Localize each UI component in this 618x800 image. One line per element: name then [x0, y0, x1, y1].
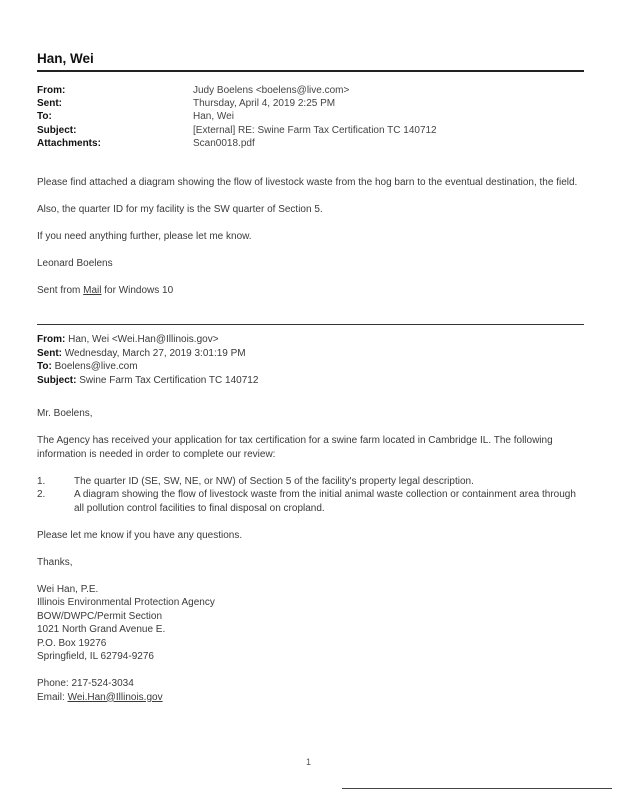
- quoted-sent-value: Wednesday, March 27, 2019 3:01:19 PM: [62, 347, 246, 359]
- reply-paragraph: Also, the quarter ID for my facility is the SW quarter of Section 5.: [37, 204, 323, 215]
- reply-paragraph: Please find attached a diagram showing the flow of livestock waste from the hog barn to the eventual destination, the field.: [37, 177, 578, 188]
- attachments-label: Attachments:: [37, 137, 101, 149]
- request-paragraph: The Agency has received your application for tax certification for a swine farm located in Cambridge IL. The following information is needed in order to complete our review:: [37, 435, 553, 460]
- questions-paragraph: Please let me know if you have any questions.: [37, 529, 243, 541]
- list-item: [37, 475, 582, 489]
- signature-dept: BOW/DWPC/Permit Section: [37, 610, 163, 622]
- thanks-line: Thanks,: [37, 556, 73, 568]
- quoted-subject-label: Subject:: [37, 374, 77, 386]
- email-label: Email:: [37, 691, 65, 703]
- quoted-header: [37, 333, 582, 387]
- signature-org: Illinois Environmental Protection Agency: [37, 597, 215, 608]
- email-line: [37, 691, 582, 705]
- header-divider: [37, 70, 584, 72]
- reply-body: [37, 176, 582, 311]
- list-item-text: The quarter ID (SE, SW, NE, or NW) of Section 5 of the facility's property legal description.: [74, 475, 474, 487]
- subject-label: Subject:: [37, 124, 77, 136]
- signature-block: [37, 583, 582, 664]
- from-row: [37, 84, 597, 97]
- list-item: [37, 488, 582, 515]
- quoted-from-row: [37, 333, 582, 347]
- phone-line: [37, 677, 582, 691]
- mail-app-link[interactable]: Mail: [83, 285, 102, 296]
- signature-city: Springfield, IL 62794-9276: [37, 651, 154, 662]
- request-list: [37, 475, 582, 516]
- sent-row: [37, 97, 597, 110]
- signature-name: Wei Han, P.E.: [37, 583, 99, 595]
- reply-paragraph: If you need anything further, please let me know.: [37, 231, 252, 242]
- sent-from-line: [37, 284, 582, 298]
- quoted-sent-row: [37, 347, 582, 361]
- quoted-subject-value: Swine Farm Tax Certification TC 140712: [76, 374, 259, 386]
- quoted-subject-row: [37, 374, 582, 388]
- sent-label: Sent:: [37, 98, 62, 110]
- to-row: [37, 110, 597, 123]
- footer-divider: [342, 788, 612, 789]
- quoted-from-label: From:: [37, 334, 66, 345]
- phone-value: 217-524-3034: [68, 678, 134, 689]
- phone-label: Phone:: [37, 678, 69, 689]
- signature-street: 1021 North Grand Avenue E.: [37, 624, 166, 635]
- list-item-number: 1.: [37, 475, 46, 487]
- email-link[interactable]: Wei.Han@Illinois.gov: [67, 691, 163, 703]
- to-label: To:: [37, 111, 52, 123]
- list-item-number: 2.: [37, 489, 46, 500]
- quoted-body: [37, 407, 582, 704]
- reply-signoff: Leonard Boelens: [37, 258, 113, 269]
- greeting: Mr. Boelens,: [37, 408, 93, 419]
- attachments-row: [37, 137, 597, 150]
- list-item-text: A diagram showing the flow of livestock waste from the initial animal waste collection or containment area through all pollution control facilities to final disposal on cropland.: [74, 489, 576, 514]
- to-value: Han, Wei: [193, 111, 234, 123]
- attachment-file[interactable]: Scan0018.pdf: [193, 137, 255, 149]
- quoted-to-row: [37, 360, 582, 374]
- signature-pobox: P.O. Box 19276: [37, 637, 107, 649]
- subject-row: [37, 124, 597, 137]
- quoted-sent-label: Sent:: [37, 347, 62, 359]
- mailbox-owner-name: Han, Wei: [37, 51, 94, 66]
- quoted-from-value: Han, Wei <Wei.Han@Illinois.gov>: [65, 334, 219, 345]
- quoted-divider: [37, 324, 584, 325]
- from-label: From:: [37, 85, 66, 96]
- sent-value: Thursday, April 4, 2019 2:25 PM: [193, 98, 336, 110]
- from-value: Judy Boelens <boelens@live.com>: [193, 85, 350, 96]
- subject-value: [External] RE: Swine Farm Tax Certification TC 140712: [193, 124, 437, 136]
- quoted-to-label: To:: [37, 361, 52, 372]
- sent-from-prefix: Sent from: [37, 285, 84, 296]
- sent-from-suffix: for Windows 10: [101, 285, 174, 296]
- email-header: [37, 84, 597, 150]
- page-number: 1: [306, 757, 312, 767]
- quoted-to-value: Boelens@live.com: [51, 361, 138, 372]
